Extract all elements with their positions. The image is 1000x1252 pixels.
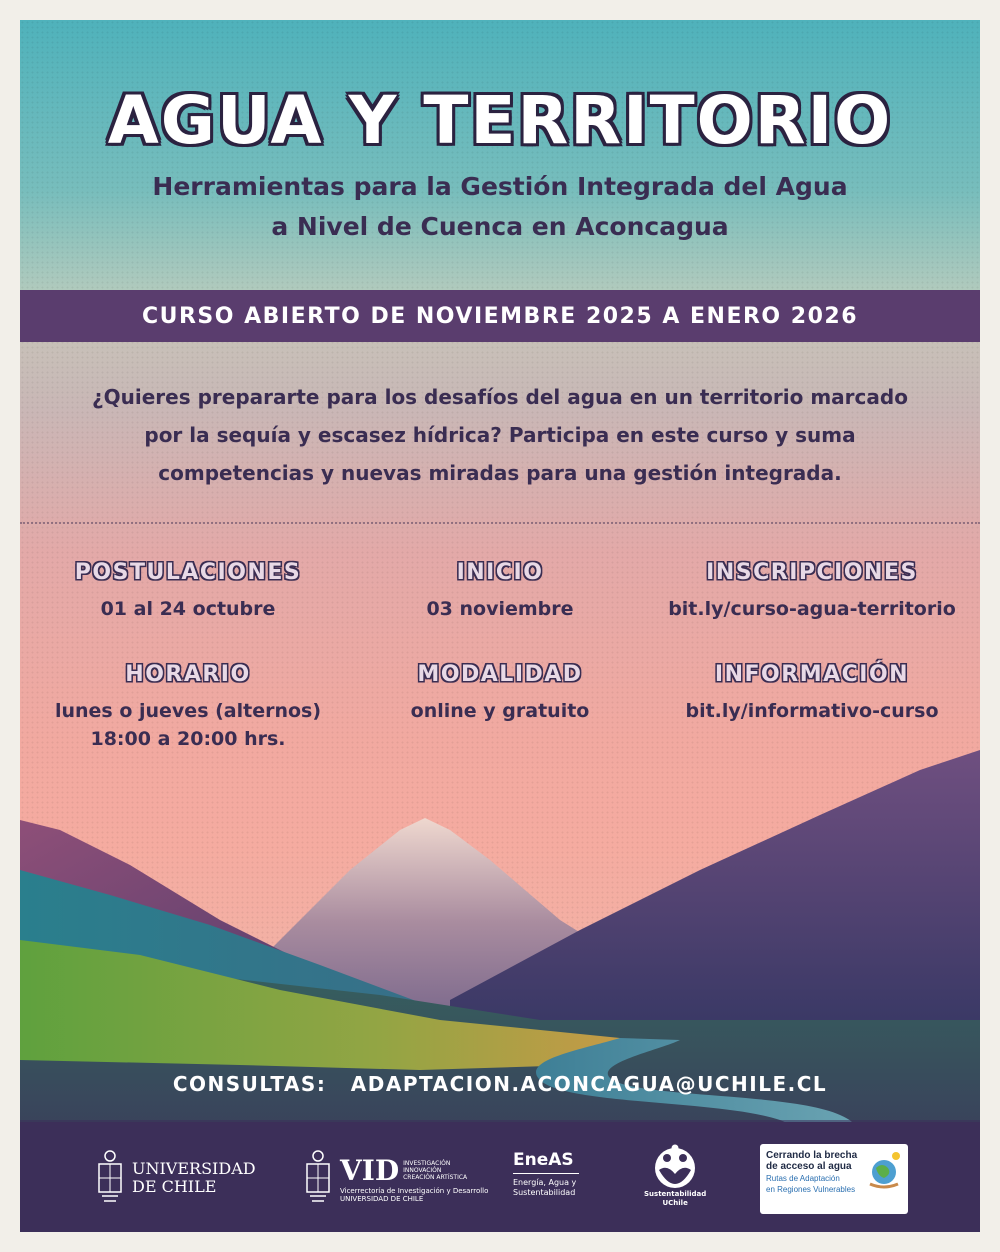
informacion-label: INFORMACIÓN — [714, 662, 910, 687]
eneas-rule — [513, 1173, 579, 1174]
vid-text — [340, 1154, 488, 1203]
info-inicio — [340, 560, 660, 623]
eneas-sub — [513, 1178, 576, 1198]
sustentabilidad-line-2: UChile — [662, 1199, 688, 1207]
sustentabilidad-line-1: Sustentabilidad — [644, 1190, 707, 1198]
inscripciones-link[interactable]: bit.ly/curso-agua-territorio — [668, 598, 956, 620]
sustentabilidad-text — [644, 1190, 706, 1208]
info-modalidad — [340, 662, 660, 725]
course-dates-band — [20, 290, 980, 342]
intro-line-2: por la sequía y escasez hídrica? Participa en este curso y suma — [144, 423, 856, 447]
horario-value-line-2: 18:00 a 20:00 hrs. — [90, 728, 286, 750]
vid-big: VID — [340, 1153, 400, 1187]
horario-value-line-1: lunes o jueves (alternos) — [54, 700, 322, 722]
subtitle-line-1: Herramientas para la Gestión Integrada del Agua — [152, 172, 848, 201]
contact-label: CONSULTAS: — [172, 1072, 327, 1096]
info-informacion — [652, 662, 972, 725]
eneas-sub-line-1: Energía, Agua y — [513, 1178, 577, 1187]
poster — [20, 20, 980, 1232]
brecha-line-4: en Regiones Vulnerables — [766, 1185, 856, 1194]
subtitle-line-2: a Nivel de Cuenca en Aconcagua — [271, 212, 729, 241]
brecha-line-1: Cerrando la brecha — [766, 1150, 858, 1161]
vid-crest-icon — [304, 1148, 332, 1208]
vid-sub-line-2: UNIVERSIDAD DE CHILE — [340, 1194, 424, 1203]
vid-logo — [304, 1148, 488, 1208]
uchile-logo — [96, 1148, 256, 1208]
postulaciones-label: POSTULACIONES — [74, 560, 302, 585]
dotted-divider — [20, 522, 980, 524]
brecha-logo — [760, 1144, 908, 1214]
eneas-title: EneAS — [513, 1150, 574, 1170]
intro-line-3: competencias y nuevas miradas para una gestión integrada. — [158, 461, 842, 485]
intro-line-1: ¿Quieres prepararte para los desafíos del agua en un territorio marcado — [92, 385, 908, 409]
poster-title: AGUA Y TERRITORIO — [107, 82, 893, 159]
uchile-line-2: DE CHILE — [132, 1177, 217, 1196]
inicio-value: 03 noviembre — [426, 598, 574, 620]
uchile-crest-icon — [96, 1148, 124, 1208]
postulaciones-value: 01 al 24 octubre — [100, 598, 276, 620]
course-dates-text: CURSO ABIERTO DE NOVIEMBRE 2025 A ENERO 2026 — [141, 303, 859, 329]
uchile-line-1: UNIVERSIDAD — [132, 1159, 256, 1178]
horario-label: HORARIO — [125, 662, 251, 687]
intro-paragraph — [80, 378, 920, 492]
brecha-line-2: de acceso al agua — [766, 1161, 852, 1172]
globe-hands-icon — [866, 1150, 902, 1190]
people-circle-icon — [649, 1144, 701, 1190]
brecha-line-3: Rutas de Adaptación — [766, 1174, 840, 1183]
info-inscripciones — [652, 560, 972, 623]
inscripciones-label: INSCRIPCIONES — [706, 560, 918, 585]
inicio-label: INICIO — [456, 560, 544, 585]
vid-small-line-3: CREACIÓN ARTÍSTICA — [403, 1173, 468, 1181]
informacion-link[interactable]: bit.ly/informativo-curso — [685, 700, 939, 722]
contact-email[interactable]: ADAPTACION.ACONCAGUA@UCHILE.CL — [350, 1072, 828, 1096]
vid-small — [403, 1160, 467, 1181]
logos-footer — [20, 1122, 980, 1232]
modalidad-value: online y gratuito — [410, 700, 590, 722]
eneas-logo — [513, 1150, 579, 1198]
eneas-sub-line-2: Sustentabilidad — [513, 1188, 576, 1197]
vid-small-line-1: INVESTIGACIÓN — [403, 1159, 451, 1167]
uchile-text — [132, 1160, 256, 1196]
vid-small-line-2: INNOVACIÓN — [403, 1166, 442, 1174]
modalidad-label: MODALIDAD — [417, 662, 583, 687]
contact-line — [20, 1072, 980, 1096]
vid-sub-line-1: Vicerrectoría de Investigación y Desarrollo — [340, 1186, 489, 1195]
info-postulaciones — [28, 560, 348, 623]
sustentabilidad-logo — [644, 1144, 706, 1208]
